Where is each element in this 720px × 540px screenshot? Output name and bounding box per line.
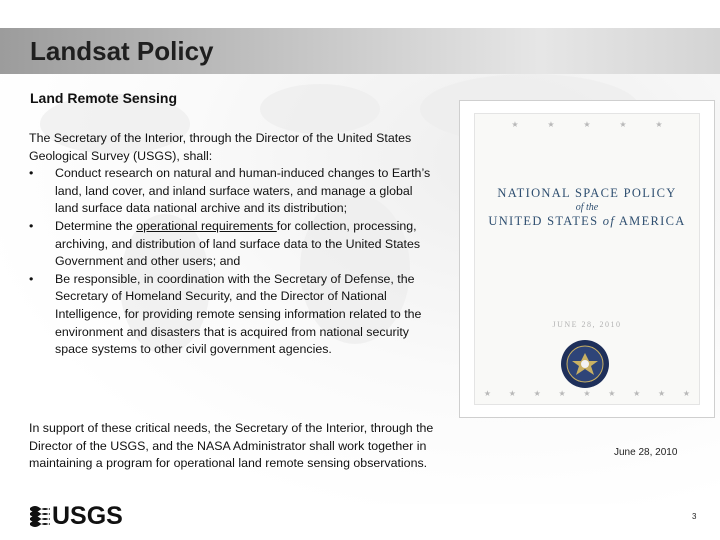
- star-icon: ★: [608, 389, 616, 398]
- star-icon: ★: [547, 120, 555, 129]
- cover-america: AMERICA: [615, 214, 686, 228]
- list-item: [29, 218, 439, 271]
- bullet-text-end: for collection, processing, archiving, and distribution of land surface data to the United States Government and other users; and: [55, 218, 421, 269]
- star-icon: ★: [655, 120, 663, 129]
- star-icon: ★: [511, 120, 519, 129]
- star-icon: ★: [558, 389, 566, 398]
- bullet-marker: •: [29, 166, 34, 181]
- star-icon: ★: [682, 389, 691, 398]
- star-icon: ★: [508, 389, 516, 398]
- policy-cover-image: [474, 113, 700, 405]
- bullet-list: [29, 165, 439, 359]
- cover-title-line1: NATIONAL SPACE POLICY: [497, 186, 677, 200]
- closing-paragraph: In support of these critical needs, the Secretary of the Interior, through the Director of the USGS, and the NASA Administrator shall work together in maintaining a program for operational land remote sensing observations.: [29, 421, 434, 471]
- star-row-top: [475, 120, 699, 129]
- slide-subtitle: Land Remote Sensing: [30, 90, 178, 106]
- bullet-text: Conduct research on natural and human-induced changes to Earth’s land, land cover, and inland surface waters, and manage a global land surface data national archive and its distribution;: [55, 166, 431, 216]
- star-icon: ★: [483, 389, 492, 398]
- list-item: [29, 271, 439, 359]
- cover-of: of: [602, 214, 616, 228]
- cover-caption: June 28, 2010: [614, 447, 678, 458]
- list-item: [29, 165, 439, 218]
- bullet-text-start: Determine the: [55, 218, 137, 233]
- bullet-text: Be responsible, in coordination with the Secretary of Defense, the Secretary of Homeland Security, and the Director of National Intelligence, for providing remote sensing information related to the environment and disasters that is acquired from national security space systems to other civil government agencies.: [55, 271, 422, 357]
- star-icon: ★: [657, 389, 666, 398]
- bullet-marker: •: [29, 218, 34, 233]
- star-row-bottom: [475, 389, 699, 398]
- cover-title-line3: [475, 214, 699, 229]
- slide-title: Landsat Policy: [30, 36, 214, 66]
- cover-title-line2: of the: [575, 202, 599, 213]
- usgs-logo-icon: [30, 500, 130, 528]
- map-landmass: [260, 84, 380, 134]
- cover-united-states: UNITED STATES: [488, 214, 603, 228]
- star-icon: ★: [633, 389, 641, 398]
- star-icon: ★: [619, 120, 627, 129]
- star-icon: ★: [583, 389, 591, 398]
- operational-requirements-text: operational requirements: [136, 218, 277, 233]
- presidential-seal-icon: [560, 339, 610, 389]
- bullet-marker: •: [29, 271, 34, 286]
- intro-paragraph: The Secretary of the Interior, through the Director of the United States Geological Survey (USGS), shall:: [29, 131, 412, 163]
- usgs-logo-text: USGS: [52, 502, 123, 528]
- body-text: [29, 130, 439, 359]
- star-icon: ★: [583, 120, 591, 129]
- cover-date: JUNE 28, 2010: [552, 320, 622, 329]
- star-icon: ★: [533, 389, 541, 398]
- page-number: 3: [692, 512, 697, 521]
